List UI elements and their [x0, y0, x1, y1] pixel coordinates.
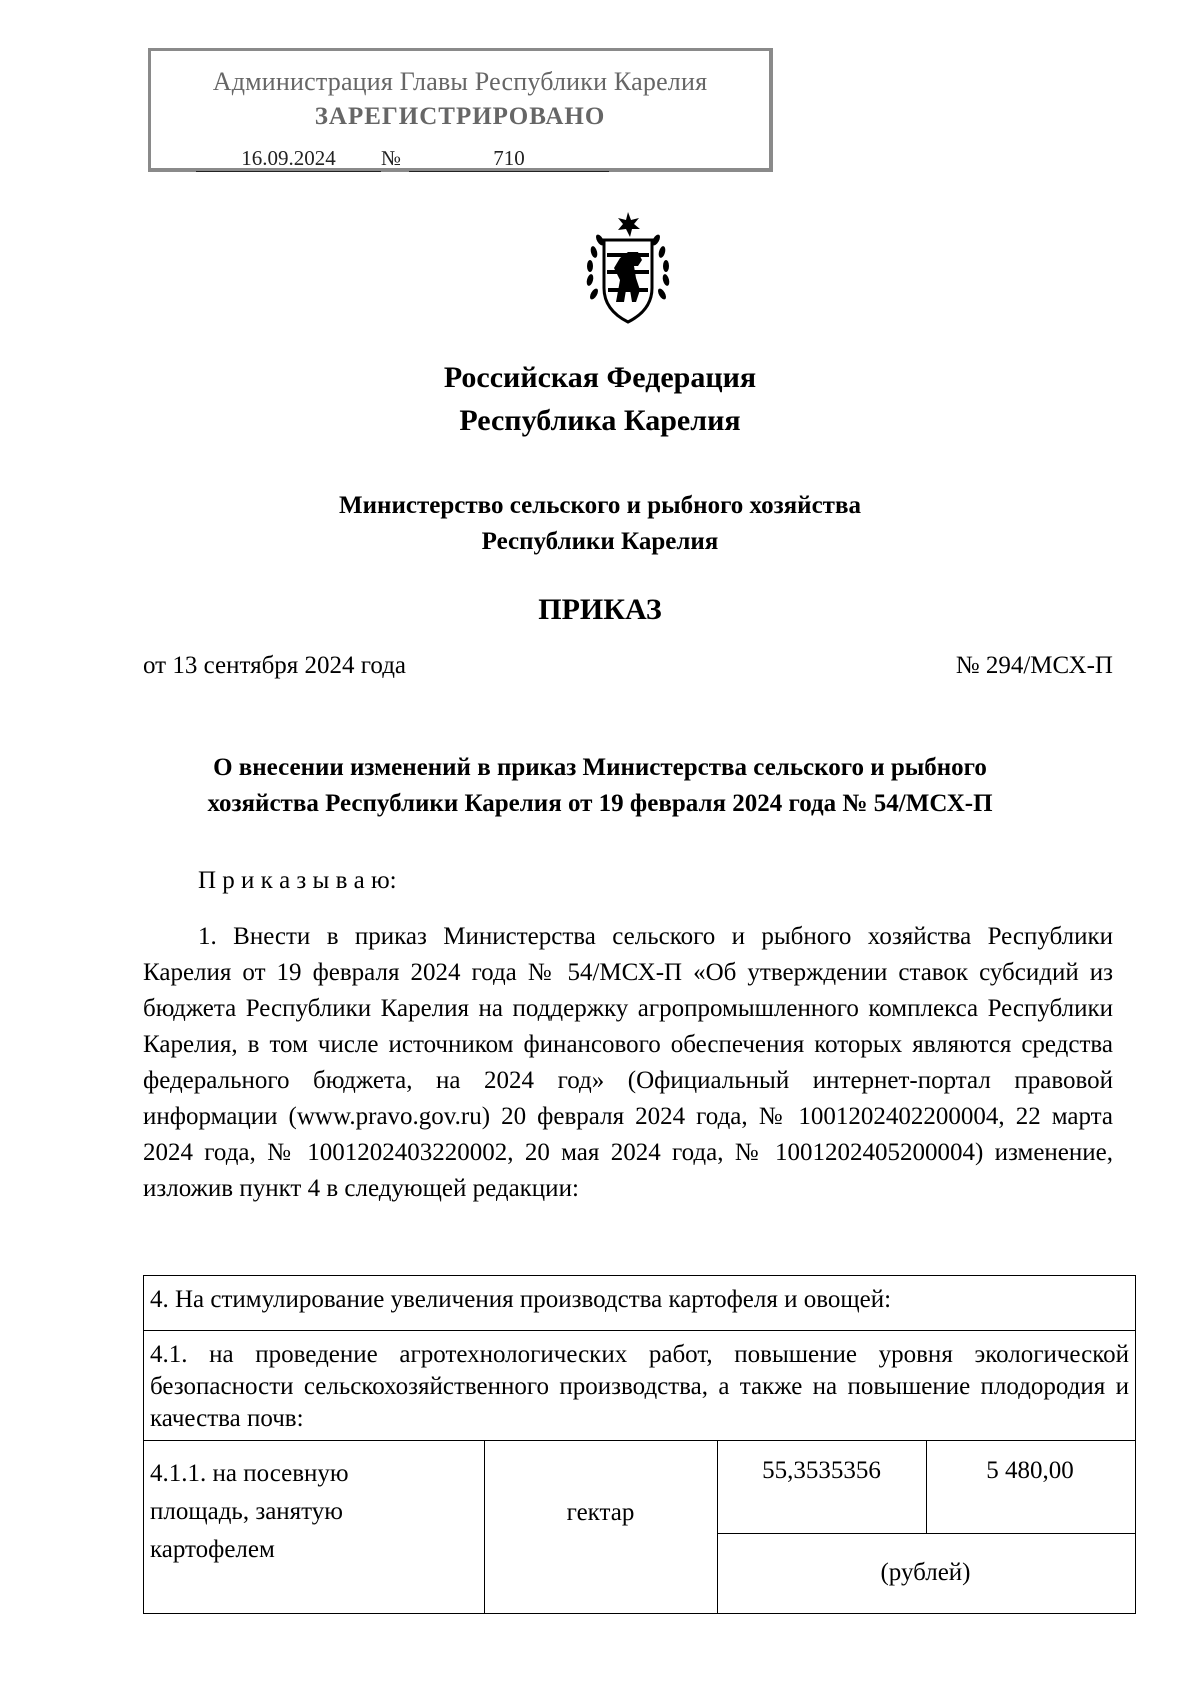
table-row2-text: 4.1. на проведение агротехнологических работ, повышение уровня экологической безопасности сельскохозяйственного производства, а также на повышение плодородия и качества почв:	[150, 1341, 1129, 1432]
order-word: П р и к а з ы в а ю:	[198, 867, 397, 894]
ministry-line1: Министерство сельского и рыбного хозяйства	[339, 492, 861, 519]
table-divider	[484, 1441, 485, 1613]
header-country: Российская Федерация	[443, 361, 757, 394]
order-number: № 294/МСХ-П	[955, 652, 1113, 679]
table-value2-cell: 5 480,00	[986, 1457, 1074, 1484]
table-row1-text: 4. На стимулирование увеличения производства картофеля и овощей:	[150, 1286, 892, 1313]
table-item-line: 4.1.1. на посевную	[150, 1460, 349, 1487]
paragraph-1: 1. Внести в приказ Министерства сельского и рыбного хозяйства Республики Карелия от 19 февраля 2024 года № 54/МСХ-П «Об утверждении ставок субсидий из бюджета Республики Карелия на поддержку агропромышленного комплекса Республики Карелия, в том числе источником финансового обеспечения которых являются средства федерального бюджета, на 2024 год» (Официальный интернет-портал правовой информации (www.pravo.gov.ru) 20 февраля 2024 года, № 1001202402200004, 22 марта 2024 года, № 1001202403220002, 20 мая 2024 года, № 1001202405200004) изменение, изложив пункт 4 в следующей редакции:	[143, 923, 1113, 1202]
ministry-line2: Республики Карелия	[481, 528, 719, 555]
table-currency-cell: (рублей)	[880, 1559, 971, 1586]
title-line2: хозяйства Республики Карелия от 19 февраля 2024 года № 54/МСХ-П	[207, 790, 993, 817]
doc-type: ПРИКАЗ	[538, 593, 662, 626]
table-row	[144, 1331, 1135, 1441]
stamp-number: 710	[409, 146, 609, 172]
table-item-line: площадь, занятую	[150, 1498, 343, 1525]
table-row	[144, 1276, 1135, 1331]
title-line1: О внесении изменений в приказ Министерства сельского и рыбного	[213, 754, 987, 781]
registration-stamp	[148, 48, 773, 172]
stamp-registered: ЗАРЕГИСТРИРОВАНО	[314, 103, 606, 130]
table-value1-cell: 55,3535356	[762, 1457, 881, 1484]
table-divider	[926, 1441, 927, 1533]
order-date: от 13 сентября 2024 года	[143, 652, 407, 679]
table-row	[144, 1441, 1135, 1613]
stamp-authority: Администрация Главы Республики Карелия	[212, 67, 708, 96]
table-item-line: картофелем	[150, 1536, 275, 1563]
header-region: Республика Карелия	[459, 404, 741, 437]
table-item-cell	[150, 1455, 349, 1569]
karelia-coat-of-arms-icon	[580, 210, 676, 326]
table-divider	[717, 1533, 1135, 1534]
stamp-date: 16.09.2024	[196, 146, 381, 172]
stamp-number-sign: №	[381, 146, 402, 170]
subsidy-table	[143, 1275, 1136, 1614]
table-unit-cell: гектар	[566, 1499, 635, 1526]
